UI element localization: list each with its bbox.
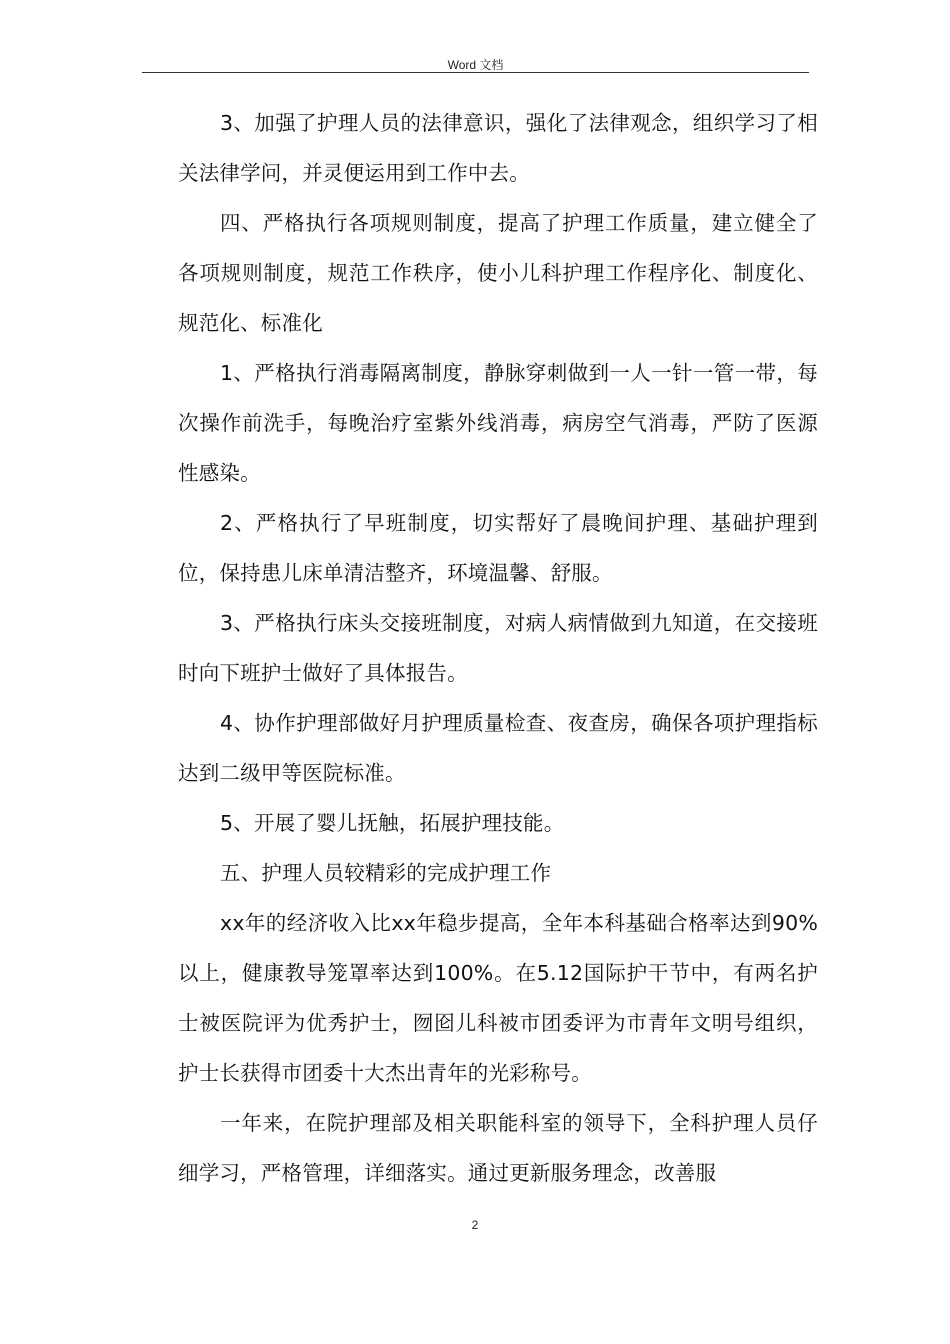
- paragraph-4: 2、严格执行了早班制度，切实帮好了晨晚间护理、基础护理到位，保持患儿床单清洁整齐，环境温馨、舒服。: [178, 511, 818, 585]
- paragraph-7: 5、开展了婴儿抚触，拓展护理技能。: [220, 811, 565, 835]
- paragraph-3: 1、严格执行消毒隔离制度，静脉穿刺做到一人一针一管一带，每次操作前洗手，每晚治疗室紫外线消毒，病房空气消毒，严防了医源性感染。: [178, 361, 818, 485]
- paragraph-10: 一年来，在院护理部及相关职能科室的领导下，全科护理人员仔细学习，严格管理，详细落实。通过更新服务理念，改善服: [178, 1111, 818, 1185]
- page-header: Word 文档: [447, 58, 504, 72]
- paragraph-5: 3、严格执行床头交接班制度，对病人病情做到九知道，在交接班时向下班护士做好了具体报告。: [178, 611, 818, 685]
- document-body: [178, 98, 818, 1198]
- paragraph-8: 五、护理人员较精彩的完成护理工作: [220, 861, 552, 885]
- page-number: 2: [471, 1218, 479, 1232]
- paragraph-9: xx年的经济收入比xx年稳步提高，全年本科基础合格率达到90%以上，健康教导笼罩率达到100%。在5.12国际护干节中，有两名护士被医院评为优秀护士，囫囵儿科被市团委评为市青年文明号组织，护士长获得市团委十大杰出青年的光彩称号。: [178, 911, 818, 1085]
- header-divider: [142, 72, 809, 73]
- paragraph-6: 4、协作护理部做好月护理质量检查、夜查房，确保各项护理指标达到二级甲等医院标准。: [178, 711, 818, 785]
- paragraph-2: 四、严格执行各项规则制度，提高了护理工作质量，建立健全了各项规则制度，规范工作秩序，使小儿科护理工作程序化、制度化、规范化、标准化: [178, 211, 818, 335]
- paragraph-1: 3、加强了护理人员的法律意识，强化了法律观念，组织学习了相关法律学问，并灵便运用到工作中去。: [178, 111, 818, 185]
